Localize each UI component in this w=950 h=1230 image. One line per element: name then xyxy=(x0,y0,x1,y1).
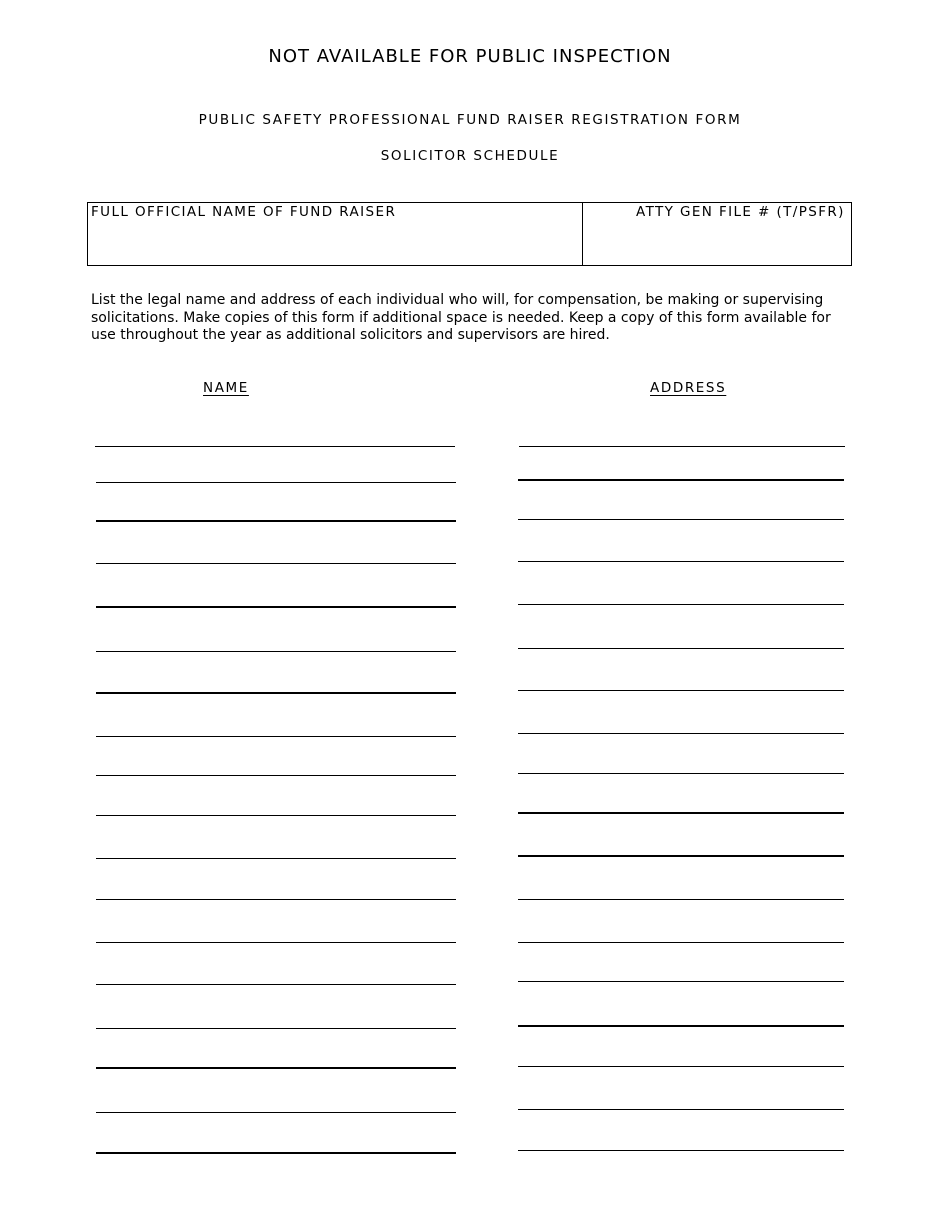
address-entry-line[interactable] xyxy=(518,479,844,481)
instructions-text: List the legal name and address of each individual who will, for compensation, be making or supervising solicitations. Make copies of this form if additional space is needed. Keep a copy of this form available for use throughout the year as additional solicitors and supervisors are hired. xyxy=(91,292,831,343)
address-entry-line[interactable] xyxy=(518,1025,844,1027)
address-entry-line[interactable] xyxy=(518,1066,844,1067)
address-entry-line[interactable] xyxy=(518,773,844,774)
schedule-title: SOLICITOR SCHEDULE xyxy=(380,148,560,164)
address-entry-line[interactable] xyxy=(518,942,844,943)
fund-raiser-info-box xyxy=(87,202,852,266)
address-entry-line[interactable] xyxy=(518,981,844,982)
address-entry-line[interactable] xyxy=(518,899,844,900)
address-entry-line[interactable] xyxy=(518,733,844,734)
not-available-notice: NOT AVAILABLE FOR PUBLIC INSPECTION xyxy=(268,46,672,67)
address-entry-line[interactable] xyxy=(518,648,844,649)
name-entry-line[interactable] xyxy=(96,775,456,776)
name-entry-line[interactable] xyxy=(96,984,456,985)
address-entry-line[interactable] xyxy=(518,690,844,691)
atty-gen-file-number-label: ATTY GEN FILE # (T/PSFR) xyxy=(636,204,845,220)
address-entry-line[interactable] xyxy=(518,1109,844,1110)
name-column-header: NAME xyxy=(203,380,249,396)
info-box-divider xyxy=(582,203,583,265)
name-entry-line[interactable] xyxy=(96,606,456,608)
name-entry-line[interactable] xyxy=(96,1112,456,1113)
fund-raiser-name-label: FULL OFFICIAL NAME OF FUND RAISER xyxy=(91,204,397,220)
address-entry-line[interactable] xyxy=(518,519,844,520)
address-entry-line[interactable] xyxy=(518,1150,844,1151)
name-entry-line[interactable] xyxy=(96,942,456,943)
name-entry-line[interactable] xyxy=(96,858,456,859)
address-entry-line[interactable] xyxy=(518,812,844,814)
name-entry-line[interactable] xyxy=(96,520,456,522)
name-entry-line[interactable] xyxy=(96,1067,456,1069)
name-entry-line[interactable] xyxy=(96,736,456,737)
name-entry-line[interactable] xyxy=(96,1028,456,1029)
address-entry-line[interactable] xyxy=(518,855,844,857)
name-entry-line[interactable] xyxy=(96,899,456,900)
name-entry-line[interactable] xyxy=(96,815,456,816)
name-entry-line[interactable] xyxy=(96,482,456,483)
address-entry-line[interactable] xyxy=(518,561,844,562)
address-entry-line[interactable] xyxy=(519,446,845,447)
name-entry-line[interactable] xyxy=(96,692,456,694)
address-column-header: ADDRESS xyxy=(650,380,727,396)
form-title: PUBLIC SAFETY PROFESSIONAL FUND RAISER REGISTRATION FORM xyxy=(198,112,742,128)
name-entry-line[interactable] xyxy=(95,446,455,447)
address-entry-line[interactable] xyxy=(518,604,844,605)
name-entry-line[interactable] xyxy=(96,651,456,652)
name-entry-line[interactable] xyxy=(96,563,456,564)
name-entry-line[interactable] xyxy=(96,1152,456,1154)
